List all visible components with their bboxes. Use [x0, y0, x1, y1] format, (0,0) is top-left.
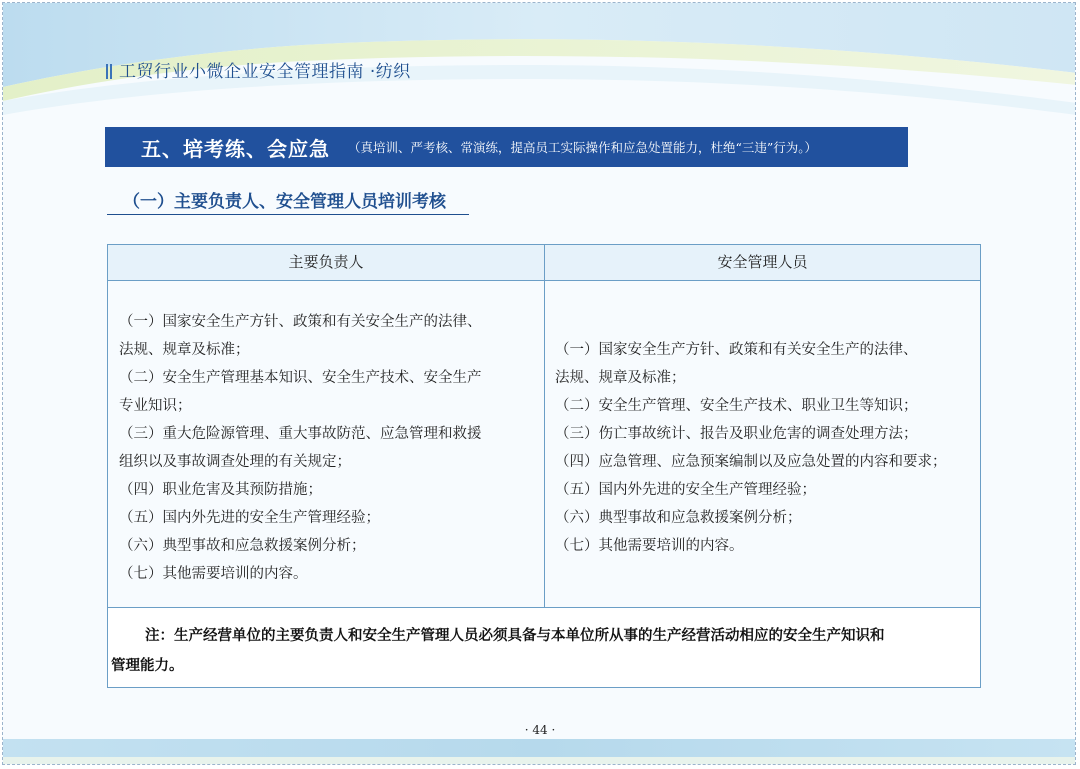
list-item: （一）国家安全生产方针、政策和有关安全生产的法律、: [555, 342, 918, 358]
list-item: 组织以及事故调查处理的有关规定；: [119, 454, 351, 470]
bottom-decorative-strip: [3, 757, 1076, 765]
document-page: [2, 2, 1076, 765]
header-safety-manager: 安全管理人员: [717, 253, 808, 271]
list-item: （五）国内外先进的安全生产管理经验；: [119, 510, 380, 526]
list-item: （七）其他需要培训的内容。: [119, 566, 308, 582]
section-title: 五、培考练、会应急: [141, 136, 330, 161]
list-item: （七）其他需要培训的内容。: [555, 538, 744, 554]
safety-manager-training-list: [555, 336, 975, 560]
table-note: [111, 621, 977, 681]
principal-training-list: [119, 308, 539, 588]
note-line-2: 管理能力。: [111, 657, 184, 674]
page-number: · 44 ·: [524, 723, 556, 737]
list-item: （三）重大危险源管理、重大事故防范、应急管理和救援: [119, 426, 482, 442]
header-principal: 主要负责人: [288, 253, 364, 271]
list-item: 法规、规章及标准；: [119, 342, 250, 358]
list-item: 专业知识；: [119, 398, 192, 414]
list-item: （二）安全生产管理基本知识、安全生产技术、安全生产: [119, 370, 482, 386]
list-item: （六）典型事故和应急救援案例分析；: [119, 538, 366, 554]
subsection-title: （一）主要负责人、安全管理人员培训考核: [107, 187, 469, 215]
training-table: [107, 244, 981, 688]
list-item: （四）职业危害及其预防措施；: [119, 482, 322, 498]
bottom-decorative-band: [3, 739, 1076, 757]
list-item: （五）国内外先进的安全生产管理经验；: [555, 482, 816, 498]
column-divider: [544, 245, 545, 607]
header-bar-mark: [106, 64, 108, 79]
list-item: 法规、规章及标准；: [555, 370, 686, 386]
list-item: （一）国家安全生产方针、政策和有关安全生产的法律、: [119, 314, 482, 330]
row-divider: [108, 607, 980, 608]
running-head-text: 工贸行业小微企业安全管理指南 ·纺织: [119, 62, 411, 82]
list-item: （三）伤亡事故统计、报告及职业危害的调查处理方法；: [555, 426, 918, 442]
running-head: [106, 57, 411, 82]
list-item: （六）典型事故和应急救援案例分析；: [555, 510, 802, 526]
note-line-1: 注：生产经营单位的主要负责人和安全生产管理人员必须具备与本单位所从事的生产经营活动相应的安全生产知识和: [145, 627, 885, 644]
section-subtitle: （真培训、严考核、常演练，提高员工实际操作和应急处置能力，杜绝“三违”行为。）: [348, 140, 818, 155]
list-item: （四）应急管理、应急预案编制以及应急处置的内容和要求；: [555, 454, 947, 470]
section-heading-bar: [105, 127, 908, 167]
list-item: （二）安全生产管理、安全生产技术、职业卫生等知识；: [555, 398, 918, 414]
header-bar-mark: [110, 64, 112, 79]
